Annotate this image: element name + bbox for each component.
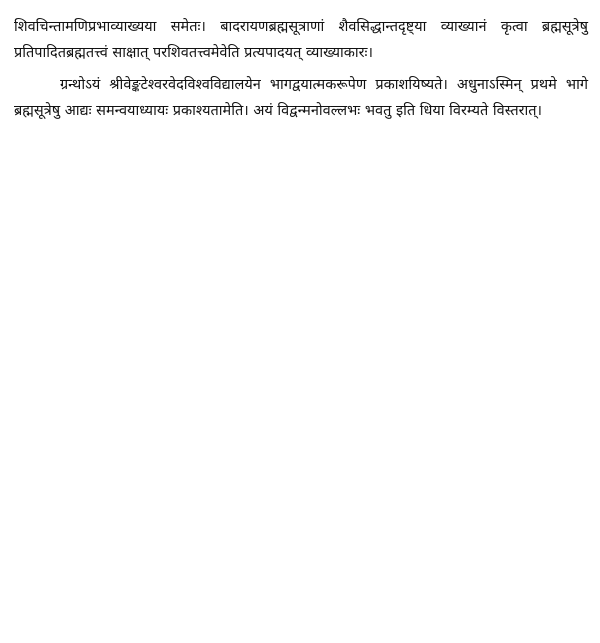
document-page [14, 14, 588, 130]
paragraph-2: ग्रन्थोऽयं श्रीवेङ्कटेश्वरवेदविश्वविद्यालयेन भागद्वयात्मकरूपेण प्रकाशयिष्यते। अधुनाऽस्मिन् प्रथमे भागे ब्रह्मसूत्रेषु आद्यः समन्वयाध्यायः प्रकाश्यतामेति। अयं विद्वन्मनोवल्लभः भवतु इति धिया विरम्यते विस्तरात्। [14, 77, 588, 119]
paragraph-1: शिवचिन्तामणिप्रभाव्याख्यया समेतः। बादरायणब्रह्मसूत्राणां शैवसिद्धान्तदृष्ट्या व्याख्यानं कृत्वा ब्रह्मसूत्रेषु प्रतिपादितब्रह्मतत्त्वं साक्षात् परशिवतत्त्वमेवेति प्रत्यपादयत् व्याख्याकारः। [14, 19, 588, 61]
